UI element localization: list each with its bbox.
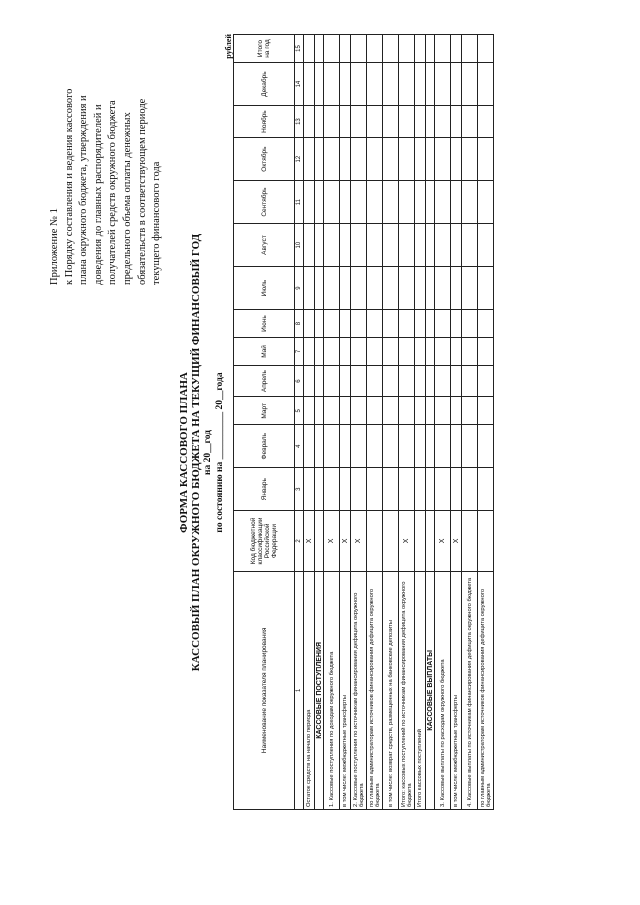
column-number: 11 [295, 181, 304, 224]
value-cell [367, 337, 383, 365]
appendix-line: предельного объема оплаты денежных [121, 112, 133, 285]
value-cell [451, 337, 462, 365]
plan-year: на 20__год [203, 430, 213, 475]
value-cell [383, 35, 399, 63]
empty-cell [315, 138, 324, 181]
section-row [426, 35, 435, 810]
value-cell [367, 468, 383, 511]
value-cell [478, 63, 494, 106]
value-cell [304, 63, 315, 106]
value-cell [451, 397, 462, 425]
value-cell [351, 468, 367, 511]
value-cell [415, 468, 426, 511]
value-cell [367, 365, 383, 396]
value-cell [462, 138, 478, 181]
empty-cell [426, 224, 435, 267]
column-number: 2 [295, 511, 304, 571]
empty-cell [426, 365, 435, 396]
header-month: Январь [234, 468, 295, 511]
empty-cell [426, 425, 435, 468]
value-cell [304, 337, 315, 365]
value-cell [399, 310, 415, 338]
table-row [383, 35, 399, 810]
value-cell [451, 138, 462, 181]
value-cell [324, 365, 340, 396]
column-number-row [295, 35, 304, 810]
value-cell [324, 35, 340, 63]
value-cell [340, 224, 351, 267]
empty-cell [315, 365, 324, 396]
empty-cell [315, 397, 324, 425]
value-cell [351, 425, 367, 468]
value-cell [451, 35, 462, 63]
empty-cell [426, 63, 435, 106]
value-cell [478, 181, 494, 224]
table-row [435, 35, 451, 810]
value-cell [462, 181, 478, 224]
column-number: 13 [295, 106, 304, 138]
value-cell [451, 365, 462, 396]
empty-cell [315, 310, 324, 338]
value-cell [399, 425, 415, 468]
header-name: Наименование показателя планирования [234, 571, 295, 809]
value-cell [462, 35, 478, 63]
value-cell [351, 224, 367, 267]
units-label: рублей [224, 34, 233, 59]
form-title: ФОРМА КАССОВОГО ПЛАНА [178, 372, 190, 533]
value-cell [383, 181, 399, 224]
row-code: X [340, 511, 351, 571]
table-row [451, 35, 462, 810]
row-label: 3. Кассовые выплаты по расходам окружного бюджета [435, 571, 451, 809]
table-row [415, 35, 426, 810]
appendix-line: текущего финансового года [151, 161, 163, 285]
value-cell [367, 35, 383, 63]
value-cell [367, 397, 383, 425]
value-cell [435, 181, 451, 224]
row-code [383, 511, 399, 571]
row-label: в том числе: межбюджетные трансферты [451, 571, 462, 809]
row-code: X [304, 511, 315, 571]
column-number: 14 [295, 63, 304, 106]
header-month: Итого на год [234, 35, 295, 63]
section-label: КАССОВЫЕ ПОСТУПЛЕНИЯ [315, 571, 324, 809]
value-cell [451, 468, 462, 511]
value-cell [324, 397, 340, 425]
header-code: Код бюджетной классификации Российской Федерации [234, 511, 295, 571]
empty-cell [426, 181, 435, 224]
table-row [399, 35, 415, 810]
table-row [367, 35, 383, 810]
appendix-line: получателей средств окружного бюджета [107, 100, 119, 285]
value-cell [399, 397, 415, 425]
empty-cell [426, 310, 435, 338]
column-number: 15 [295, 35, 304, 63]
empty-cell [315, 511, 324, 571]
empty-cell [426, 397, 435, 425]
value-cell [324, 181, 340, 224]
cash-plan-table [233, 34, 494, 810]
value-cell [399, 138, 415, 181]
row-label: Остаток средств на начало периода [304, 571, 315, 809]
value-cell [324, 468, 340, 511]
column-number: 8 [295, 310, 304, 338]
value-cell [304, 267, 315, 310]
header-row [234, 35, 295, 810]
value-cell [351, 397, 367, 425]
value-cell [415, 224, 426, 267]
value-cell [367, 106, 383, 138]
value-cell [304, 397, 315, 425]
section-row [315, 35, 324, 810]
row-code [367, 511, 383, 571]
value-cell [478, 337, 494, 365]
value-cell [367, 63, 383, 106]
row-code: X [451, 511, 462, 571]
value-cell [478, 468, 494, 511]
value-cell [415, 138, 426, 181]
value-cell [324, 224, 340, 267]
value-cell [435, 138, 451, 181]
value-cell [351, 106, 367, 138]
value-cell [340, 337, 351, 365]
value-cell [462, 337, 478, 365]
column-number: 1 [295, 571, 304, 809]
empty-cell [315, 181, 324, 224]
value-cell [435, 337, 451, 365]
value-cell [383, 337, 399, 365]
appendix-line: доведения до главных распорядителей и [92, 104, 104, 285]
value-cell [478, 267, 494, 310]
appendix-note [48, 40, 165, 285]
row-label: Итого кассовых поступлений [415, 571, 426, 809]
header-month: Май [234, 337, 295, 365]
table-row [304, 35, 315, 810]
value-cell [451, 224, 462, 267]
row-code: X [324, 511, 340, 571]
value-cell [478, 425, 494, 468]
value-cell [383, 468, 399, 511]
value-cell [478, 310, 494, 338]
empty-cell [315, 468, 324, 511]
header-month: Август [234, 224, 295, 267]
value-cell [435, 224, 451, 267]
value-cell [383, 63, 399, 106]
row-label: Итого: кассовых поступлений по источникам финансирования дефицита окружного бюджета [399, 571, 415, 809]
value-cell [399, 63, 415, 106]
header-month: Апрель [234, 365, 295, 396]
value-cell [367, 138, 383, 181]
value-cell [383, 425, 399, 468]
value-cell [415, 63, 426, 106]
column-number: 12 [295, 138, 304, 181]
row-code: X [435, 511, 451, 571]
header-month: Март [234, 397, 295, 425]
value-cell [324, 337, 340, 365]
header-month: Сентябрь [234, 181, 295, 224]
value-cell [462, 468, 478, 511]
value-cell [351, 138, 367, 181]
value-cell [478, 397, 494, 425]
value-cell [324, 106, 340, 138]
value-cell [304, 425, 315, 468]
value-cell [415, 365, 426, 396]
row-label: 2. Кассовые поступления по источникам финансирования дефицита окружного бюджета [351, 571, 367, 809]
value-cell [399, 468, 415, 511]
value-cell [451, 106, 462, 138]
value-cell [462, 63, 478, 106]
empty-cell [426, 138, 435, 181]
table-row [340, 35, 351, 810]
appendix-line: плана окружного бюджета, утверждения и [78, 95, 90, 285]
value-cell [383, 365, 399, 396]
value-cell [304, 35, 315, 63]
value-cell [462, 365, 478, 396]
table-row [462, 35, 478, 810]
value-cell [340, 138, 351, 181]
value-cell [415, 397, 426, 425]
value-cell [351, 35, 367, 63]
row-label: 4. Кассовые выплаты по источникам финансирования дефицита окружного бюджета [462, 571, 478, 809]
value-cell [351, 181, 367, 224]
value-cell [435, 468, 451, 511]
header-month: Июнь [234, 310, 295, 338]
value-cell [399, 181, 415, 224]
value-cell [304, 181, 315, 224]
value-cell [383, 224, 399, 267]
value-cell [415, 181, 426, 224]
value-cell [462, 224, 478, 267]
appendix-line: обязательств в соответствующем периоде [136, 98, 148, 285]
value-cell [304, 468, 315, 511]
value-cell [399, 224, 415, 267]
row-code [415, 511, 426, 571]
row-label: по главным администраторам источников финансирования дефицита окружного бюджета [478, 571, 494, 809]
value-cell [435, 63, 451, 106]
table-row [478, 35, 494, 810]
value-cell [340, 35, 351, 63]
value-cell [478, 365, 494, 396]
value-cell [340, 397, 351, 425]
value-cell [383, 397, 399, 425]
value-cell [415, 337, 426, 365]
value-cell [462, 106, 478, 138]
value-cell [367, 224, 383, 267]
value-cell [383, 310, 399, 338]
value-cell [462, 267, 478, 310]
header-month: Ноябрь [234, 106, 295, 138]
value-cell [304, 138, 315, 181]
value-cell [451, 310, 462, 338]
header-month: Июль [234, 267, 295, 310]
empty-cell [426, 511, 435, 571]
header-month: Октябрь [234, 138, 295, 181]
empty-cell [426, 106, 435, 138]
plan-date: по состоянию на __________ 20__года [215, 372, 225, 533]
value-cell [340, 365, 351, 396]
value-cell [415, 35, 426, 63]
value-cell [324, 63, 340, 106]
row-label: 1. Кассовые поступления по доходам окружного бюджета [324, 571, 340, 809]
value-cell [478, 106, 494, 138]
value-cell [304, 224, 315, 267]
value-cell [435, 425, 451, 468]
empty-cell [426, 267, 435, 310]
row-code: X [351, 511, 367, 571]
appendix-line: к Порядку составления и ведения кассового [63, 88, 75, 285]
plan-title: КАССОВЫЙ ПЛАН ОКРУЖНОГО БЮДЖЕТА НА ТЕКУЩИЙ ФИНАНСОВЫЙ ГОД [190, 233, 202, 672]
empty-cell [315, 63, 324, 106]
value-cell [399, 337, 415, 365]
value-cell [478, 224, 494, 267]
value-cell [415, 267, 426, 310]
empty-cell [426, 468, 435, 511]
appendix-line: Приложение № 1 [49, 208, 60, 285]
column-number: 10 [295, 224, 304, 267]
value-cell [478, 138, 494, 181]
value-cell [451, 63, 462, 106]
value-cell [367, 425, 383, 468]
value-cell [340, 106, 351, 138]
table-row [351, 35, 367, 810]
value-cell [340, 468, 351, 511]
value-cell [435, 267, 451, 310]
row-label: в том числе: возврат средств, размещенных на банковские депозиты [383, 571, 399, 809]
row-label: по главным администраторам источников финансирования дефицита окружного бюджета [367, 571, 383, 809]
value-cell [478, 35, 494, 63]
row-label: в том числе: межбюджетные трансферты [340, 571, 351, 809]
header-month: Февраль [234, 425, 295, 468]
empty-cell [315, 106, 324, 138]
value-cell [462, 310, 478, 338]
value-cell [351, 63, 367, 106]
value-cell [435, 365, 451, 396]
value-cell [324, 425, 340, 468]
value-cell [351, 310, 367, 338]
value-cell [383, 138, 399, 181]
value-cell [324, 267, 340, 310]
value-cell [383, 267, 399, 310]
value-cell [351, 365, 367, 396]
value-cell [304, 365, 315, 396]
empty-cell [315, 35, 324, 63]
section-label: КАССОВЫЕ ВЫПЛАТЫ [426, 571, 435, 809]
empty-cell [315, 224, 324, 267]
row-code [478, 511, 494, 571]
value-cell [435, 397, 451, 425]
empty-cell [315, 425, 324, 468]
row-code: X [399, 511, 415, 571]
value-cell [399, 365, 415, 396]
value-cell [415, 106, 426, 138]
header-month: Декабрь [234, 63, 295, 106]
empty-cell [426, 337, 435, 365]
value-cell [415, 425, 426, 468]
value-cell [367, 310, 383, 338]
empty-cell [426, 35, 435, 63]
value-cell [451, 425, 462, 468]
column-number: 4 [295, 425, 304, 468]
value-cell [304, 106, 315, 138]
empty-cell [315, 337, 324, 365]
value-cell [399, 267, 415, 310]
value-cell [340, 425, 351, 468]
value-cell [462, 425, 478, 468]
column-number: 7 [295, 337, 304, 365]
empty-cell [315, 267, 324, 310]
value-cell [451, 181, 462, 224]
value-cell [340, 267, 351, 310]
table-row [324, 35, 340, 810]
value-cell [304, 310, 315, 338]
row-code [462, 511, 478, 571]
value-cell [367, 267, 383, 310]
value-cell [340, 63, 351, 106]
value-cell [324, 138, 340, 181]
value-cell [367, 181, 383, 224]
value-cell [340, 181, 351, 224]
value-cell [451, 267, 462, 310]
column-number: 3 [295, 468, 304, 511]
value-cell [351, 267, 367, 310]
column-number: 6 [295, 365, 304, 396]
value-cell [399, 35, 415, 63]
value-cell [435, 310, 451, 338]
value-cell [399, 106, 415, 138]
value-cell [462, 397, 478, 425]
value-cell [435, 106, 451, 138]
value-cell [435, 35, 451, 63]
column-number: 9 [295, 267, 304, 310]
value-cell [351, 337, 367, 365]
value-cell [340, 310, 351, 338]
column-number: 5 [295, 397, 304, 425]
value-cell [415, 310, 426, 338]
value-cell [383, 106, 399, 138]
value-cell [324, 310, 340, 338]
